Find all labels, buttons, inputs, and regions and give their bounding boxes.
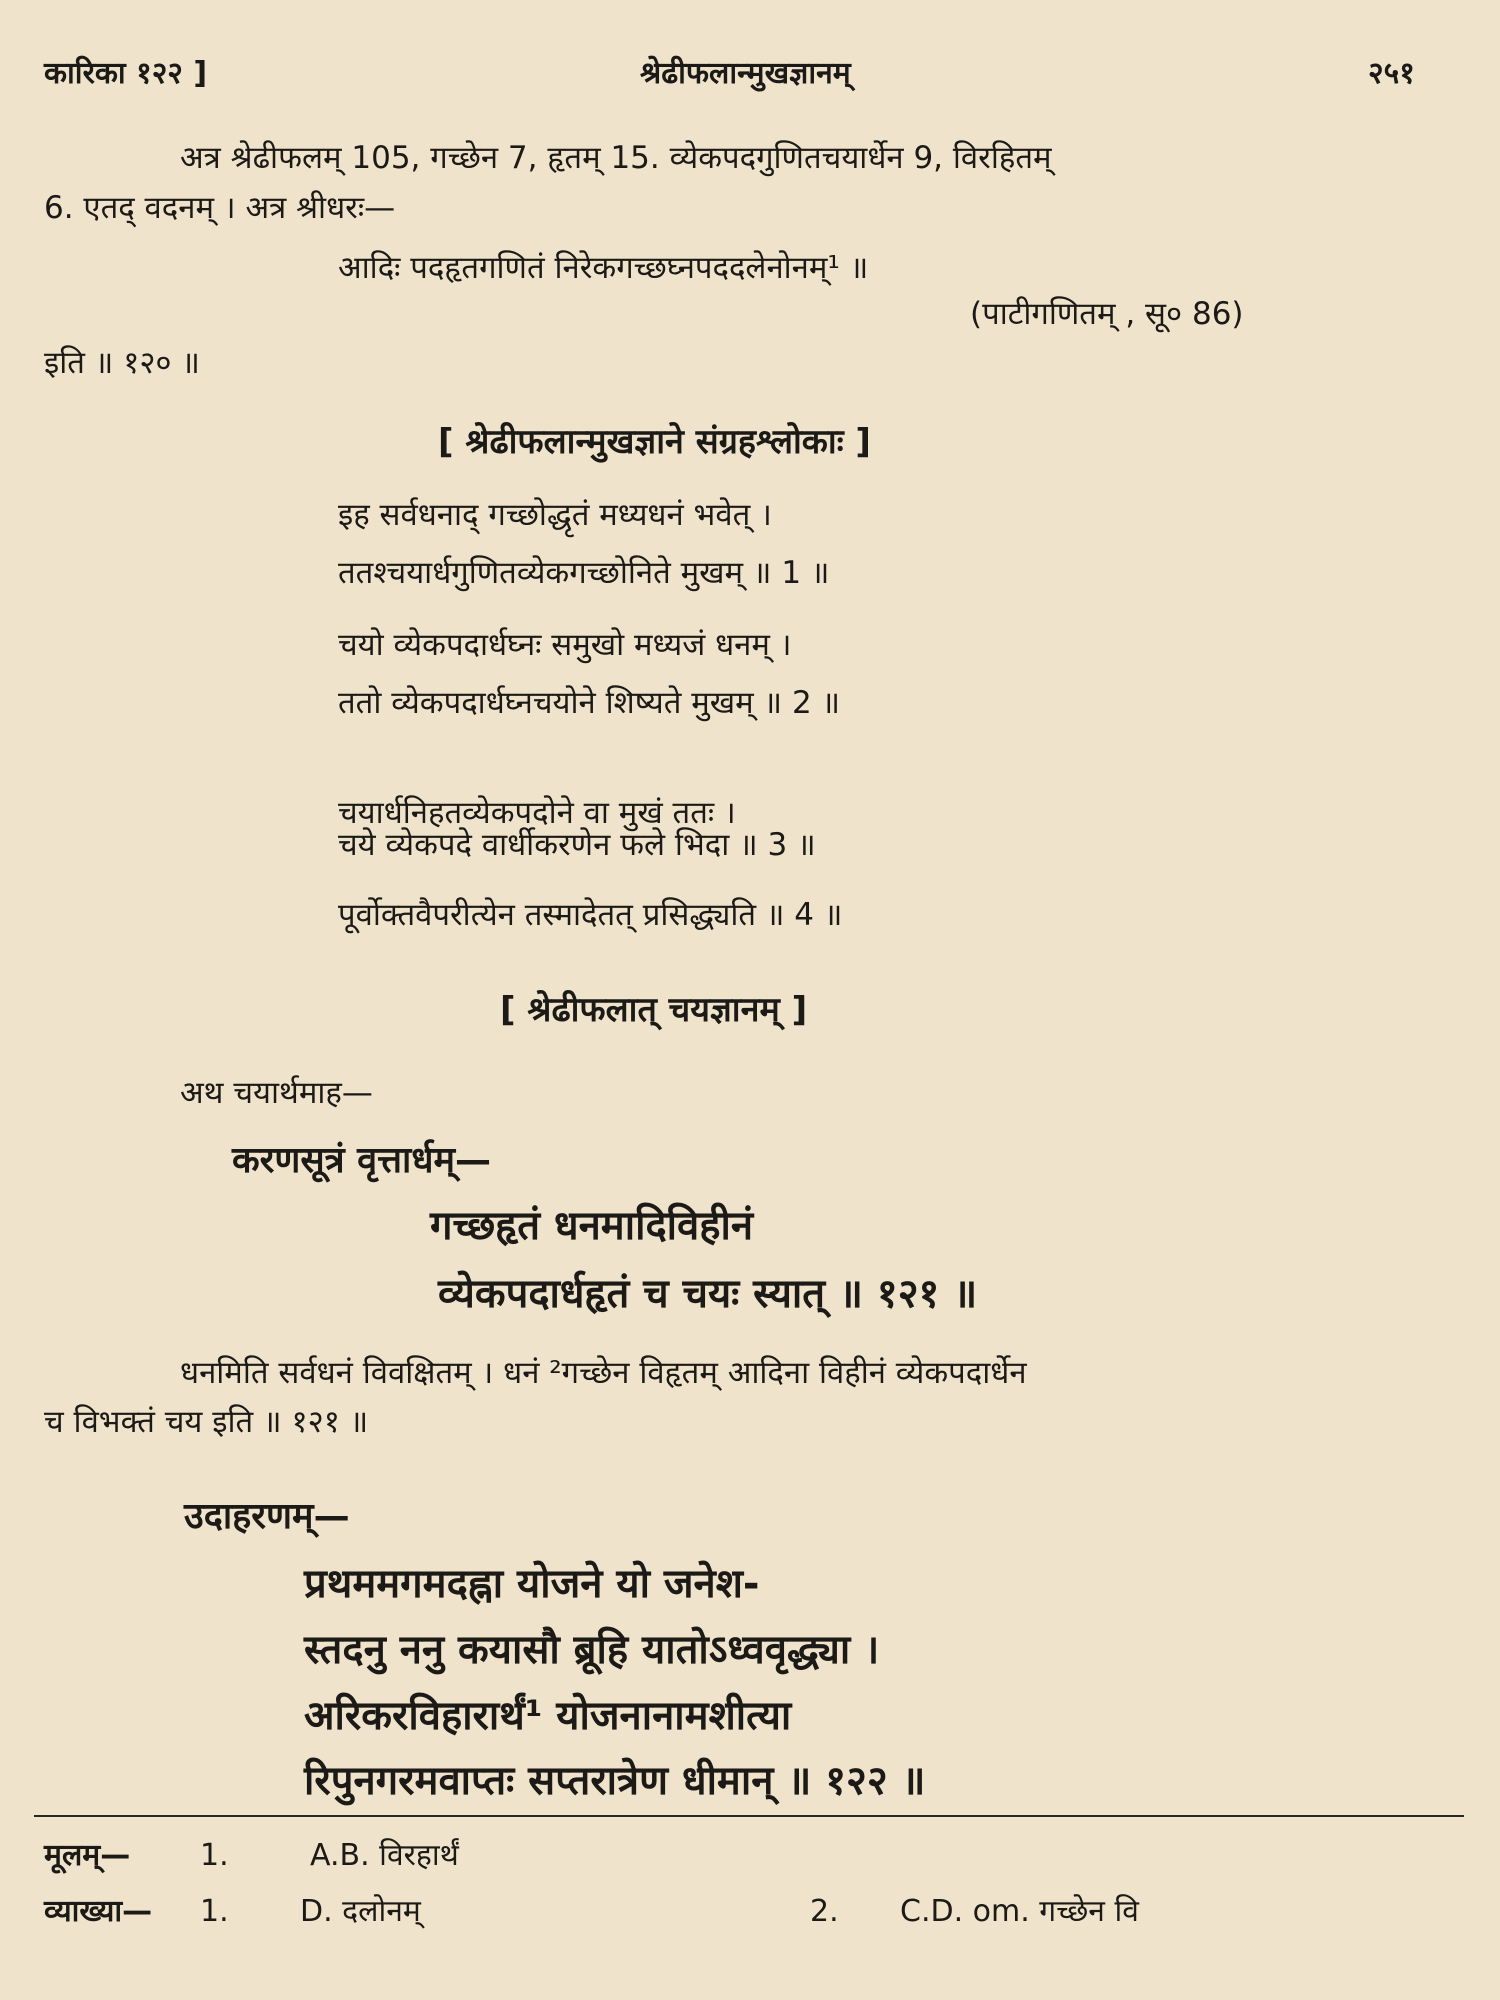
verse-121-line-2: व्येकपदार्धहृतं च चयः स्यात् ॥ १२१ ॥ (438, 1271, 978, 1317)
header-left: कारिका १२२ ] (44, 56, 208, 91)
header-center: श्रेढीफलान्मुखज्ञानम् (640, 56, 851, 91)
verse-122-line-4: रिपुनगरमवाप्तः सप्तरात्रेण धीमान् ॥ १२२ ॥ (304, 1758, 926, 1804)
footnote-mulam-number: 1. (200, 1838, 229, 1873)
karana-sutra-label: करणसूत्रं वृत्तार्धम्— (232, 1140, 492, 1181)
comment-121-line1: धनमिति सर्वधनं विवक्षितम् । धनं ²गच्छेन विहृतम् आदिना विहीनं व्येकपदार्धेन (180, 1355, 1027, 1391)
page-number: २५१ (1368, 56, 1415, 91)
verse-122-line-3: अरिकरविहारार्थं¹ योजनानामशीत्या (304, 1693, 792, 1739)
quote-source: (पाटीगणितम् , सू० 86) (970, 296, 1244, 332)
sloka-line-3: चयो व्येकपदार्धघ्नः समुखो मध्यजं धनम् । (338, 627, 792, 663)
verse-122-line-2: स्तदनु ननु कयासौ ब्रूहि यातोऽध्ववृद्ध्या । (304, 1627, 880, 1673)
sloka-line-6: चये व्येकपदे वार्धीकरणेन फले भिदा ॥ 3 ॥ (338, 827, 816, 863)
para1-line1: अत्र श्रेढीफलम् 105, गच्छेन 7, हृतम् 15. व्येकपदगुणितचयार्धेन 9, विरहितम् (180, 140, 1052, 176)
udaharanam-label: उदाहरणम्— (184, 1496, 350, 1537)
footnote-vyakhya-number-1: 1. (200, 1894, 229, 1929)
section-heading-samgraha: [ श्रेढीफलान्मुखज्ञाने संग्रहश्लोकाः ] (438, 422, 871, 462)
verse-122-line-1: प्रथममगमदह्ना योजने यो जनेश- (304, 1561, 760, 1607)
comment-121-line2: च विभक्तं चय इति ॥ १२१ ॥ (44, 1404, 369, 1440)
footnote-vyakhya-text-2: C.D. om. गच्छेन वि (900, 1894, 1139, 1929)
atha-line: अथ चयार्थमाह— (180, 1075, 373, 1111)
sloka-line-5: चयार्धनिहतव्येकपदोने वा मुखं ततः । (338, 795, 736, 831)
verse-121-line-1: गच्छहृतं धनमादिविहीनं (430, 1203, 754, 1249)
section-heading-caya: [ श्रेढीफलात् चयज्ञानम् ] (500, 990, 808, 1030)
sridhara-quote: आदिः पदहृतगणितं निरेकगच्छघ्नपददलेनोनम्¹ ॥ (338, 250, 869, 286)
sloka-line-1: इह सर्वधनाद् गच्छोद्धृतं मध्यधनं भवेत् । (338, 497, 772, 533)
footnote-vyakhya-text-1: D. दलोनम् (300, 1894, 421, 1929)
iti-120: इति ॥ १२० ॥ (44, 345, 200, 381)
footnote-mulam-label: मूलम्— (44, 1838, 131, 1873)
footnote-vyakhya-label: व्याख्या— (44, 1894, 153, 1929)
para1-line2: 6. एतद् वदनम् । अत्र श्रीधरः— (44, 190, 396, 226)
footnote-divider (34, 1815, 1464, 1817)
sloka-line-2: ततश्चयार्धगुणितव्येकगच्छोनिते मुखम् ॥ 1 ॥ (338, 555, 830, 591)
footnote-vyakhya-number-2: 2. (810, 1894, 839, 1929)
footnote-mulam-text: A.B. विरहार्थं (310, 1838, 459, 1873)
sloka-line-7: पूर्वोक्तवैपरीत्येन तस्मादेतत् प्रसिद्ध्यति ॥ 4 ॥ (338, 897, 843, 933)
sloka-line-4: ततो व्येकपदार्धघ्नचयोने शिष्यते मुखम् ॥ 2 ॥ (338, 685, 841, 721)
